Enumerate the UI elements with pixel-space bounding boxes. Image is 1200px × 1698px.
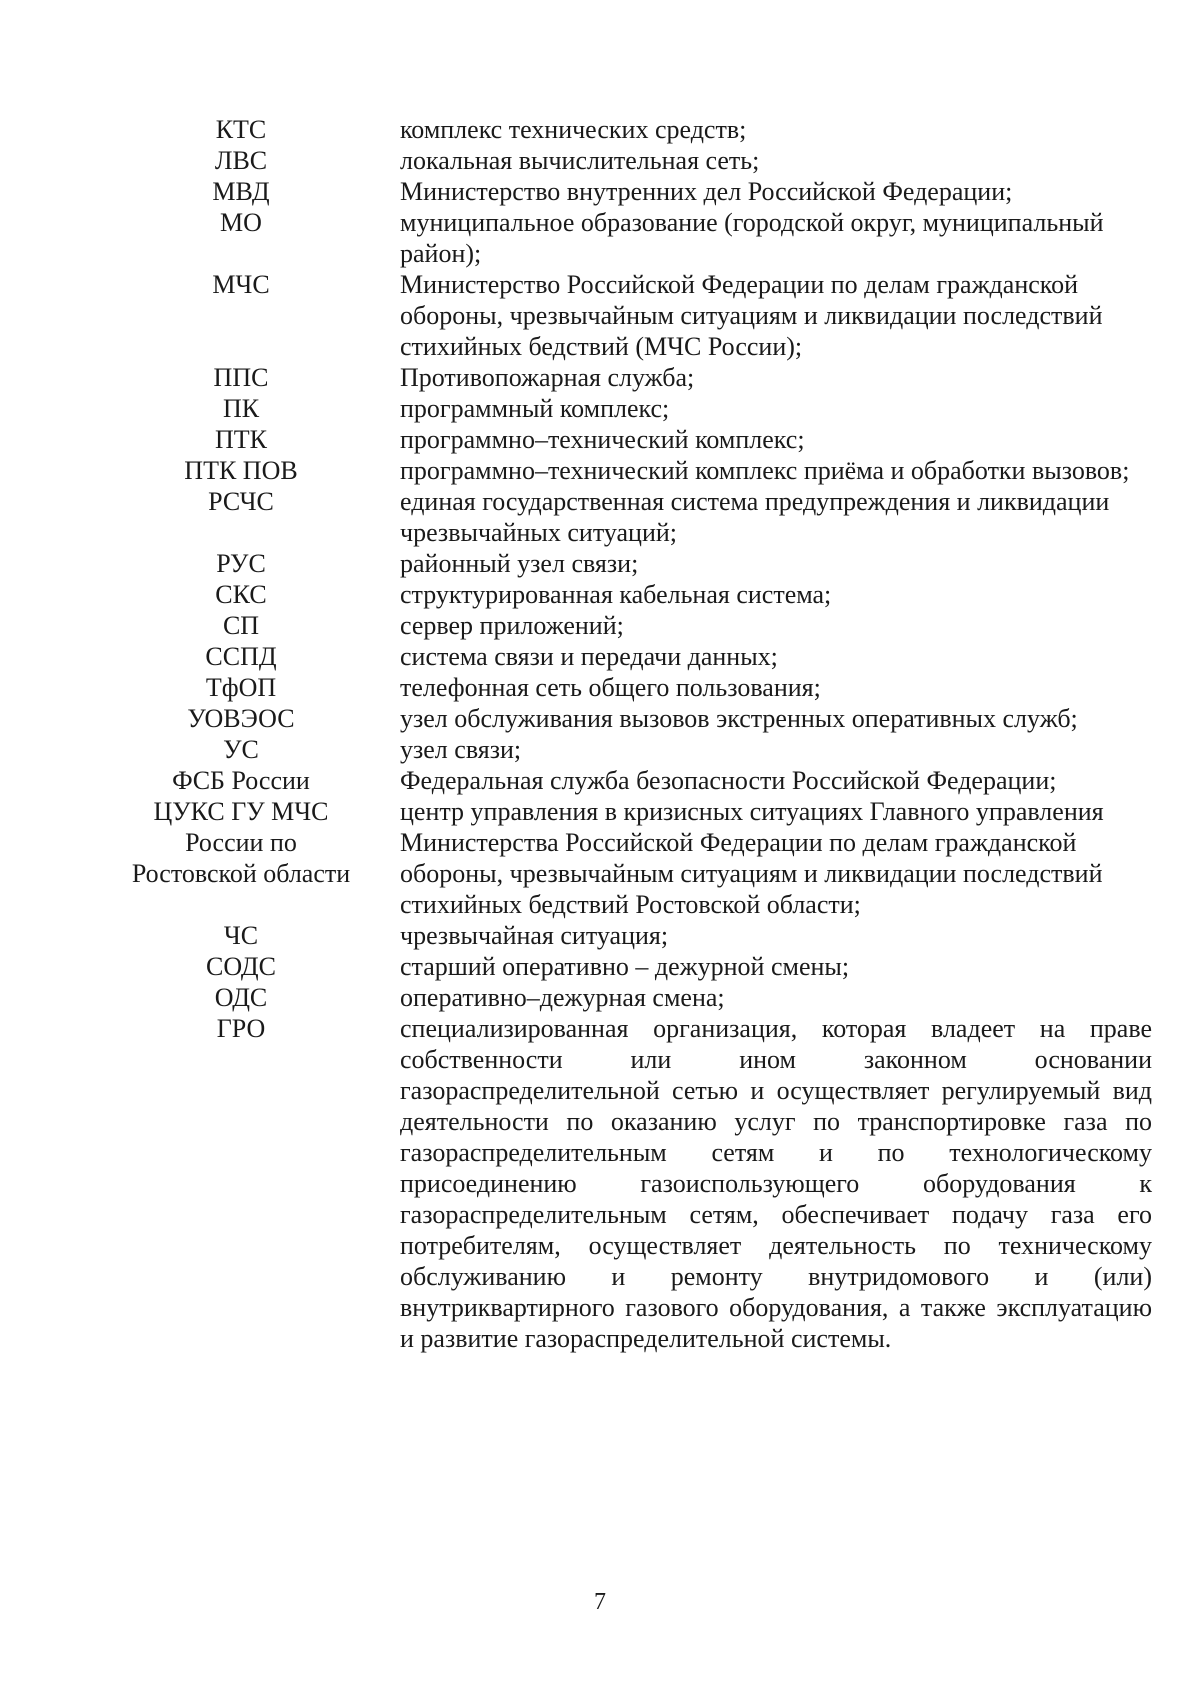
abbreviation-term: ССПД bbox=[205, 642, 277, 671]
abbreviation-definition: структурированная кабельная система; bbox=[400, 580, 832, 609]
abbreviation-term: КТС bbox=[215, 115, 267, 144]
abbreviation-term: МЧС bbox=[212, 270, 270, 299]
abbreviation-row bbox=[130, 982, 1150, 1013]
abbreviation-definition: сервер приложений; bbox=[400, 611, 624, 640]
abbreviation-definition: локальная вычислительная сеть; bbox=[400, 146, 760, 175]
abbreviation-row bbox=[130, 424, 1150, 455]
abbreviation-term: ОДС bbox=[214, 983, 268, 1012]
abbreviation-row bbox=[130, 362, 1150, 393]
abbreviation-definition: программно–технический комплекс; bbox=[400, 425, 805, 454]
abbreviation-row bbox=[130, 145, 1150, 176]
abbreviation-row bbox=[130, 393, 1150, 424]
abbreviation-definition: старший оперативно – дежурной смены; bbox=[400, 952, 850, 981]
abbreviation-list bbox=[130, 114, 1150, 1354]
abbreviation-term: УОВЭОС bbox=[187, 704, 295, 733]
abbreviation-row bbox=[130, 114, 1150, 145]
abbreviation-term: ПТК ПОВ bbox=[184, 456, 298, 485]
abbreviation-term: ЧС bbox=[223, 921, 259, 950]
abbreviation-row bbox=[130, 486, 1150, 548]
abbreviation-definition: Федеральная служба безопасности Российской Федерации; bbox=[400, 766, 1057, 795]
abbreviation-term: МВД bbox=[212, 177, 270, 206]
abbreviation-definition: центр управления в кризисных ситуациях Главного управления Министерства Российской Федерации по делам гражданской обороны, чрезвычайным ситуациям и ликвидации последствий стихийных бедствий Ростовской области; bbox=[400, 797, 1104, 919]
abbreviation-definition: программный комплекс; bbox=[400, 394, 670, 423]
abbreviation-row bbox=[130, 610, 1150, 641]
abbreviation-definition: программно–технический комплекс приёма и обработки вызовов; bbox=[400, 456, 1130, 485]
abbreviation-definition: Министерство Российской Федерации по делам гражданской обороны, чрезвычайным ситуациям и ликвидации последствий стихийных бедствий (МЧС России); bbox=[400, 270, 1103, 361]
abbreviation-term: УС bbox=[223, 735, 259, 764]
abbreviation-term: ПТК bbox=[215, 425, 267, 454]
abbreviation-row bbox=[130, 672, 1150, 703]
abbreviation-definition: комплекс технических средств; bbox=[400, 115, 747, 144]
abbreviation-row bbox=[130, 269, 1150, 362]
abbreviation-term: МО bbox=[220, 208, 262, 237]
abbreviation-definition: единая государственная система предупреждения и ликвидации чрезвычайных ситуаций; bbox=[400, 487, 1110, 547]
abbreviation-definition: система связи и передачи данных; bbox=[400, 642, 778, 671]
abbreviation-row bbox=[130, 765, 1150, 796]
abbreviation-definition: Министерство внутренних дел Российской Федерации; bbox=[400, 177, 1013, 206]
page-number: 7 bbox=[594, 1589, 606, 1615]
abbreviation-row bbox=[130, 703, 1150, 734]
abbreviation-term: ГРО bbox=[216, 1014, 266, 1043]
abbreviation-term: СКС bbox=[215, 580, 267, 609]
abbreviation-term: СОДС bbox=[206, 952, 276, 981]
abbreviation-row bbox=[130, 951, 1150, 982]
abbreviation-term: СП bbox=[222, 611, 260, 640]
abbreviation-term: ФСБ России bbox=[172, 766, 310, 795]
abbreviation-row bbox=[130, 455, 1150, 486]
abbreviation-term: РСЧС bbox=[208, 487, 274, 516]
abbreviation-definition: чрезвычайная ситуация; bbox=[400, 921, 669, 950]
abbreviation-definition: телефонная сеть общего пользования; bbox=[400, 673, 821, 702]
abbreviation-term: ЦУКС ГУ МЧС России по Ростовской области bbox=[131, 797, 351, 888]
abbreviation-definition: районный узел связи; bbox=[400, 549, 639, 578]
abbreviation-term: ЛВС bbox=[214, 146, 268, 175]
abbreviation-definition: оперативно–дежурная смена; bbox=[400, 983, 725, 1012]
abbreviation-term: ППС bbox=[213, 363, 269, 392]
abbreviation-definition: Противопожарная служба; bbox=[400, 363, 695, 392]
abbreviation-row bbox=[130, 579, 1150, 610]
abbreviation-row bbox=[130, 920, 1150, 951]
abbreviation-row bbox=[130, 548, 1150, 579]
abbreviation-term: ПК bbox=[222, 394, 260, 423]
abbreviation-row bbox=[130, 796, 1150, 920]
abbreviation-definition: муниципальное образование (городской округ, муниципальный район); bbox=[400, 208, 1104, 268]
abbreviation-row bbox=[130, 207, 1150, 269]
abbreviation-row bbox=[130, 641, 1150, 672]
abbreviation-row bbox=[130, 176, 1150, 207]
abbreviation-definition: узел связи; bbox=[400, 735, 522, 764]
abbreviation-definition: узел обслуживания вызовов экстренных оперативных служб; bbox=[400, 704, 1078, 733]
abbreviation-term: РУС bbox=[216, 549, 266, 578]
abbreviation-row bbox=[130, 1013, 1150, 1354]
abbreviation-term: ТфОП bbox=[205, 673, 277, 702]
abbreviation-row bbox=[130, 734, 1150, 765]
abbreviation-definition: специализированная организация, которая владеет на праве собственности или ином законном основании газораспределительной сетью и осуществляет регулируемый вид деятельности по оказанию услуг по транспортировке газа по газораспределительным сетям и по технологическому присоединению газоиспользующего оборудования к газораспределительным сетям, обеспечивает подачу газа его потребителям, осуществляет деятельность по техническому обслуживанию и ремонту внутридомового и (или) внутриквартирного газового оборудования, а также эксплуатацию и развитие газораспределительной системы. bbox=[400, 1014, 1152, 1353]
